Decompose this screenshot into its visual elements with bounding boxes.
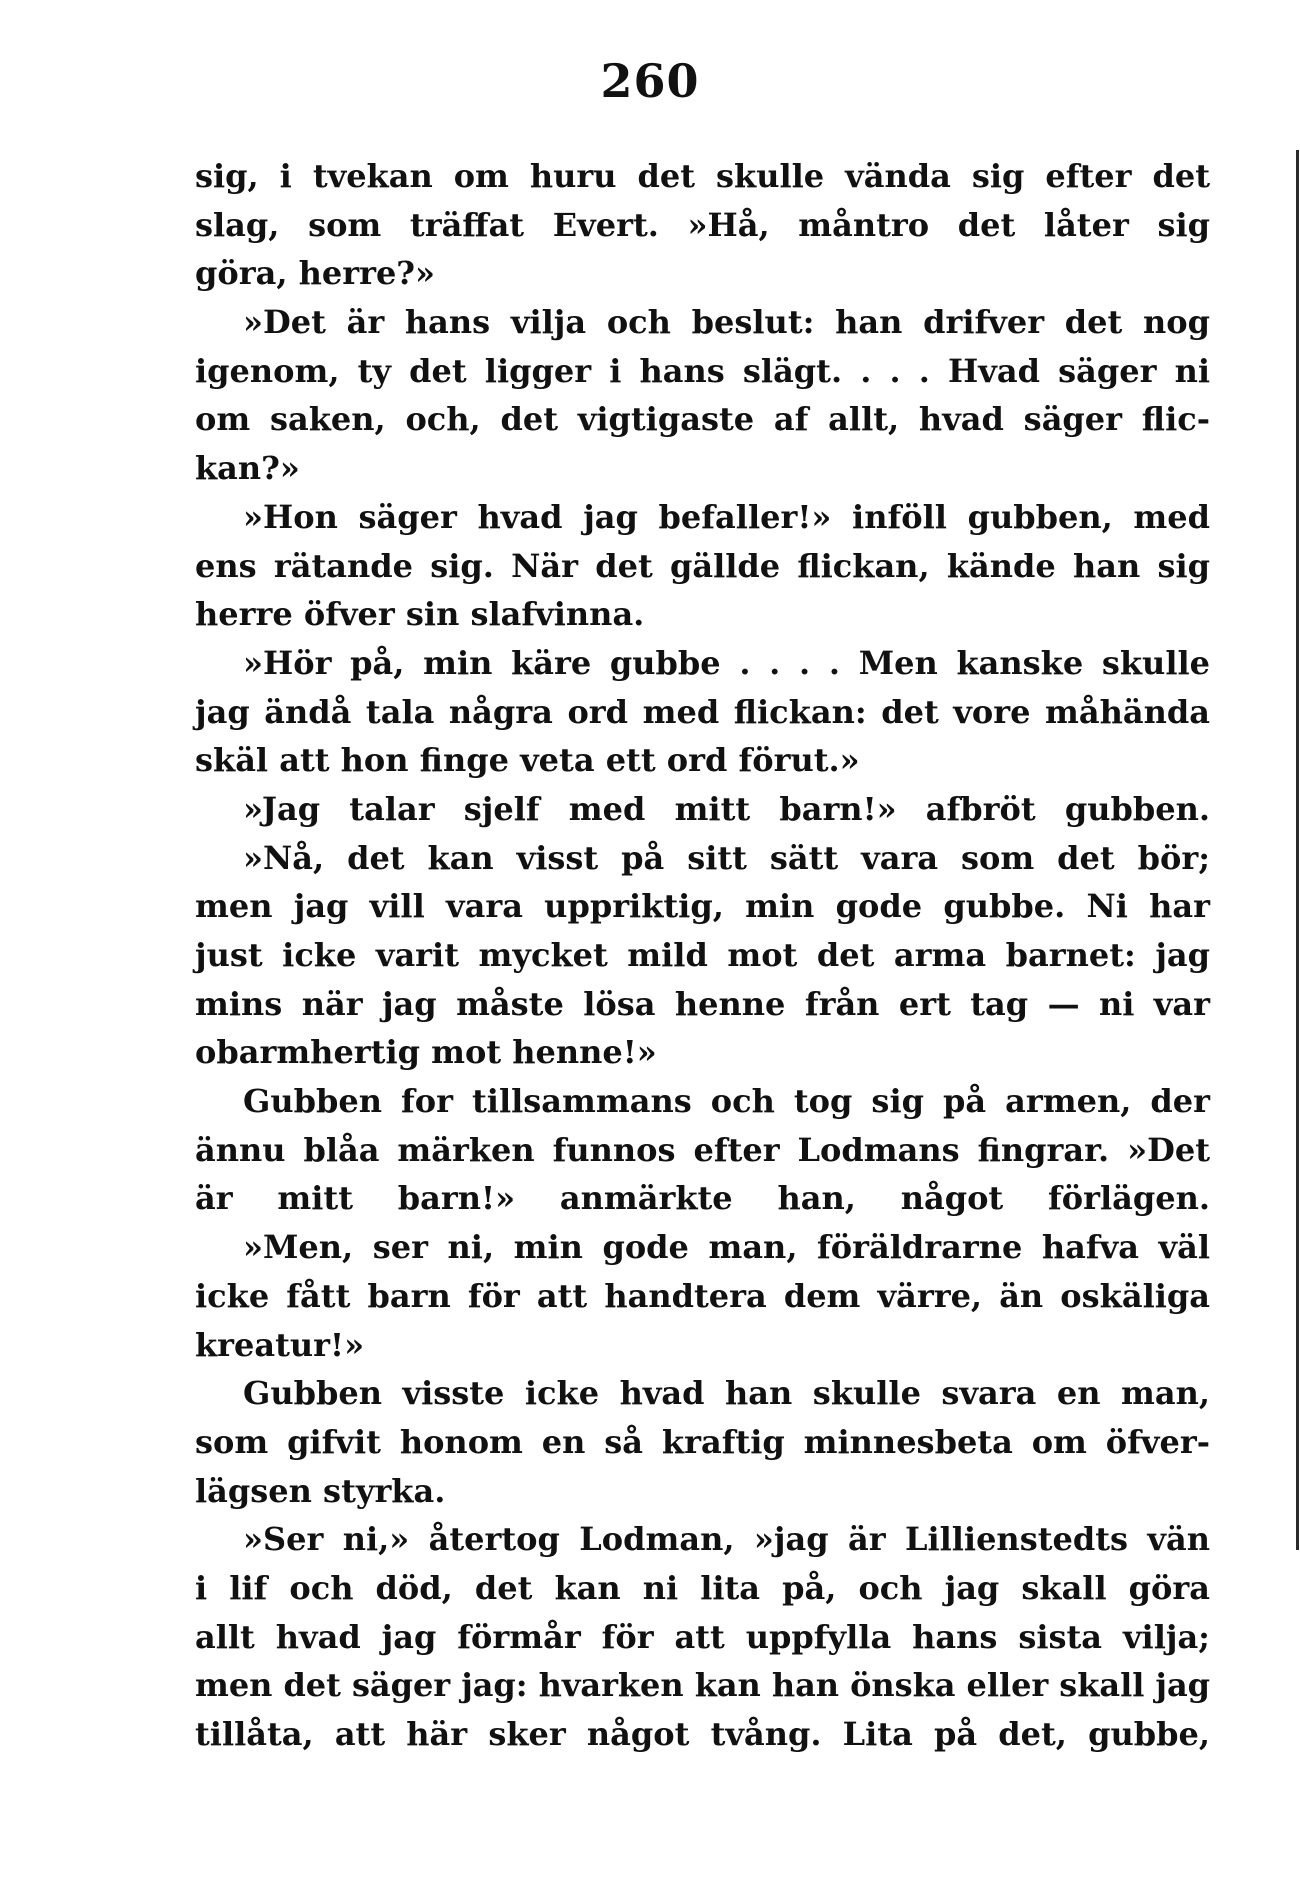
text-line: »Ser ni,» återtog Lodman, »jag är Lillienstedts vän	[243, 1520, 1210, 1559]
text-line: »Men, ser ni, min gode man, föräldrarne hafva väl	[243, 1228, 1210, 1267]
text-line: icke fått barn för att handtera dem värre, än oskäliga	[195, 1276, 1210, 1315]
text-line: men jag vill vara uppriktig, min gode gubbe. Ni har	[195, 887, 1210, 926]
text-line: men det säger jag: hvarken kan han önska eller skall jag	[195, 1666, 1211, 1705]
text-line: allt hvad jag förmår för att uppfylla hans sista vilja;	[195, 1617, 1210, 1656]
text-line: slag, som träffat Evert. »Hå, måntro det låter sig	[195, 205, 1210, 244]
text-line: herre öfver sin slafvinna.	[195, 595, 645, 634]
text-line: göra, herre?»	[195, 254, 436, 293]
text-line: ännu blåa märken funnos efter Lodmans fingrar. »Det	[195, 1130, 1210, 1169]
page-number: 260	[600, 54, 700, 108]
text-line: är mitt barn!» anmärkte han, något förlägen.	[195, 1179, 1210, 1218]
text-line: tillåta, att här sker något tvång. Lita på det, gubbe,	[195, 1715, 1210, 1753]
text-line: lägsen styrka.	[195, 1471, 446, 1510]
text-line: om saken, och, det vigtigaste af allt, hvad säger flic-	[195, 400, 1210, 439]
text-line: Gubben for tillsammans och tog sig på armen, der	[243, 1082, 1210, 1121]
text-line: ens rätande sig. När det gällde flickan, kände han sig	[195, 546, 1210, 585]
text-line: skäl att hon finge veta ett ord förut.»	[195, 741, 860, 780]
text-line: mins när jag måste lösa henne från ert tag — ni var	[195, 984, 1210, 1023]
text-line: kan?»	[195, 449, 300, 488]
body-text	[195, 152, 1210, 1759]
text-line: Gubben visste icke hvad han skulle svara en man,	[243, 1374, 1210, 1413]
text-line: sig, i tvekan om huru det skulle vända sig efter det	[195, 157, 1210, 195]
text-line: igenom, ty det ligger i hans slägt. . . . Hvad säger ni	[195, 351, 1210, 390]
text-line: »Hon säger hvad jag befaller!» inföll gubben, med	[243, 497, 1210, 536]
text-line: obarmhertig mot henne!»	[195, 1033, 657, 1072]
text-line: »Hör på, min käre gubbe . . . . Men kanske skulle	[243, 643, 1210, 682]
page-edge-line	[1296, 150, 1299, 1550]
text-line: »Jag talar sjelf med mitt barn!» afbröt gubben.	[243, 789, 1210, 828]
text-line: just icke varit mycket mild mot det arma barnet: jag	[195, 936, 1210, 974]
text-line: i lif och död, det kan ni lita på, och jag skall göra	[195, 1568, 1210, 1607]
text-line: som gifvit honom en så kraftig minnesbeta om öfver-	[195, 1422, 1210, 1461]
text-line: »Det är hans vilja och beslut: han drifver det nog	[243, 303, 1210, 342]
text-line: jag ändå tala några ord med flickan: det vore måhända	[195, 692, 1210, 731]
text-line: »Nå, det kan visst på sitt sätt vara som det bör;	[243, 838, 1210, 877]
text-line: kreatur!»	[195, 1325, 365, 1364]
